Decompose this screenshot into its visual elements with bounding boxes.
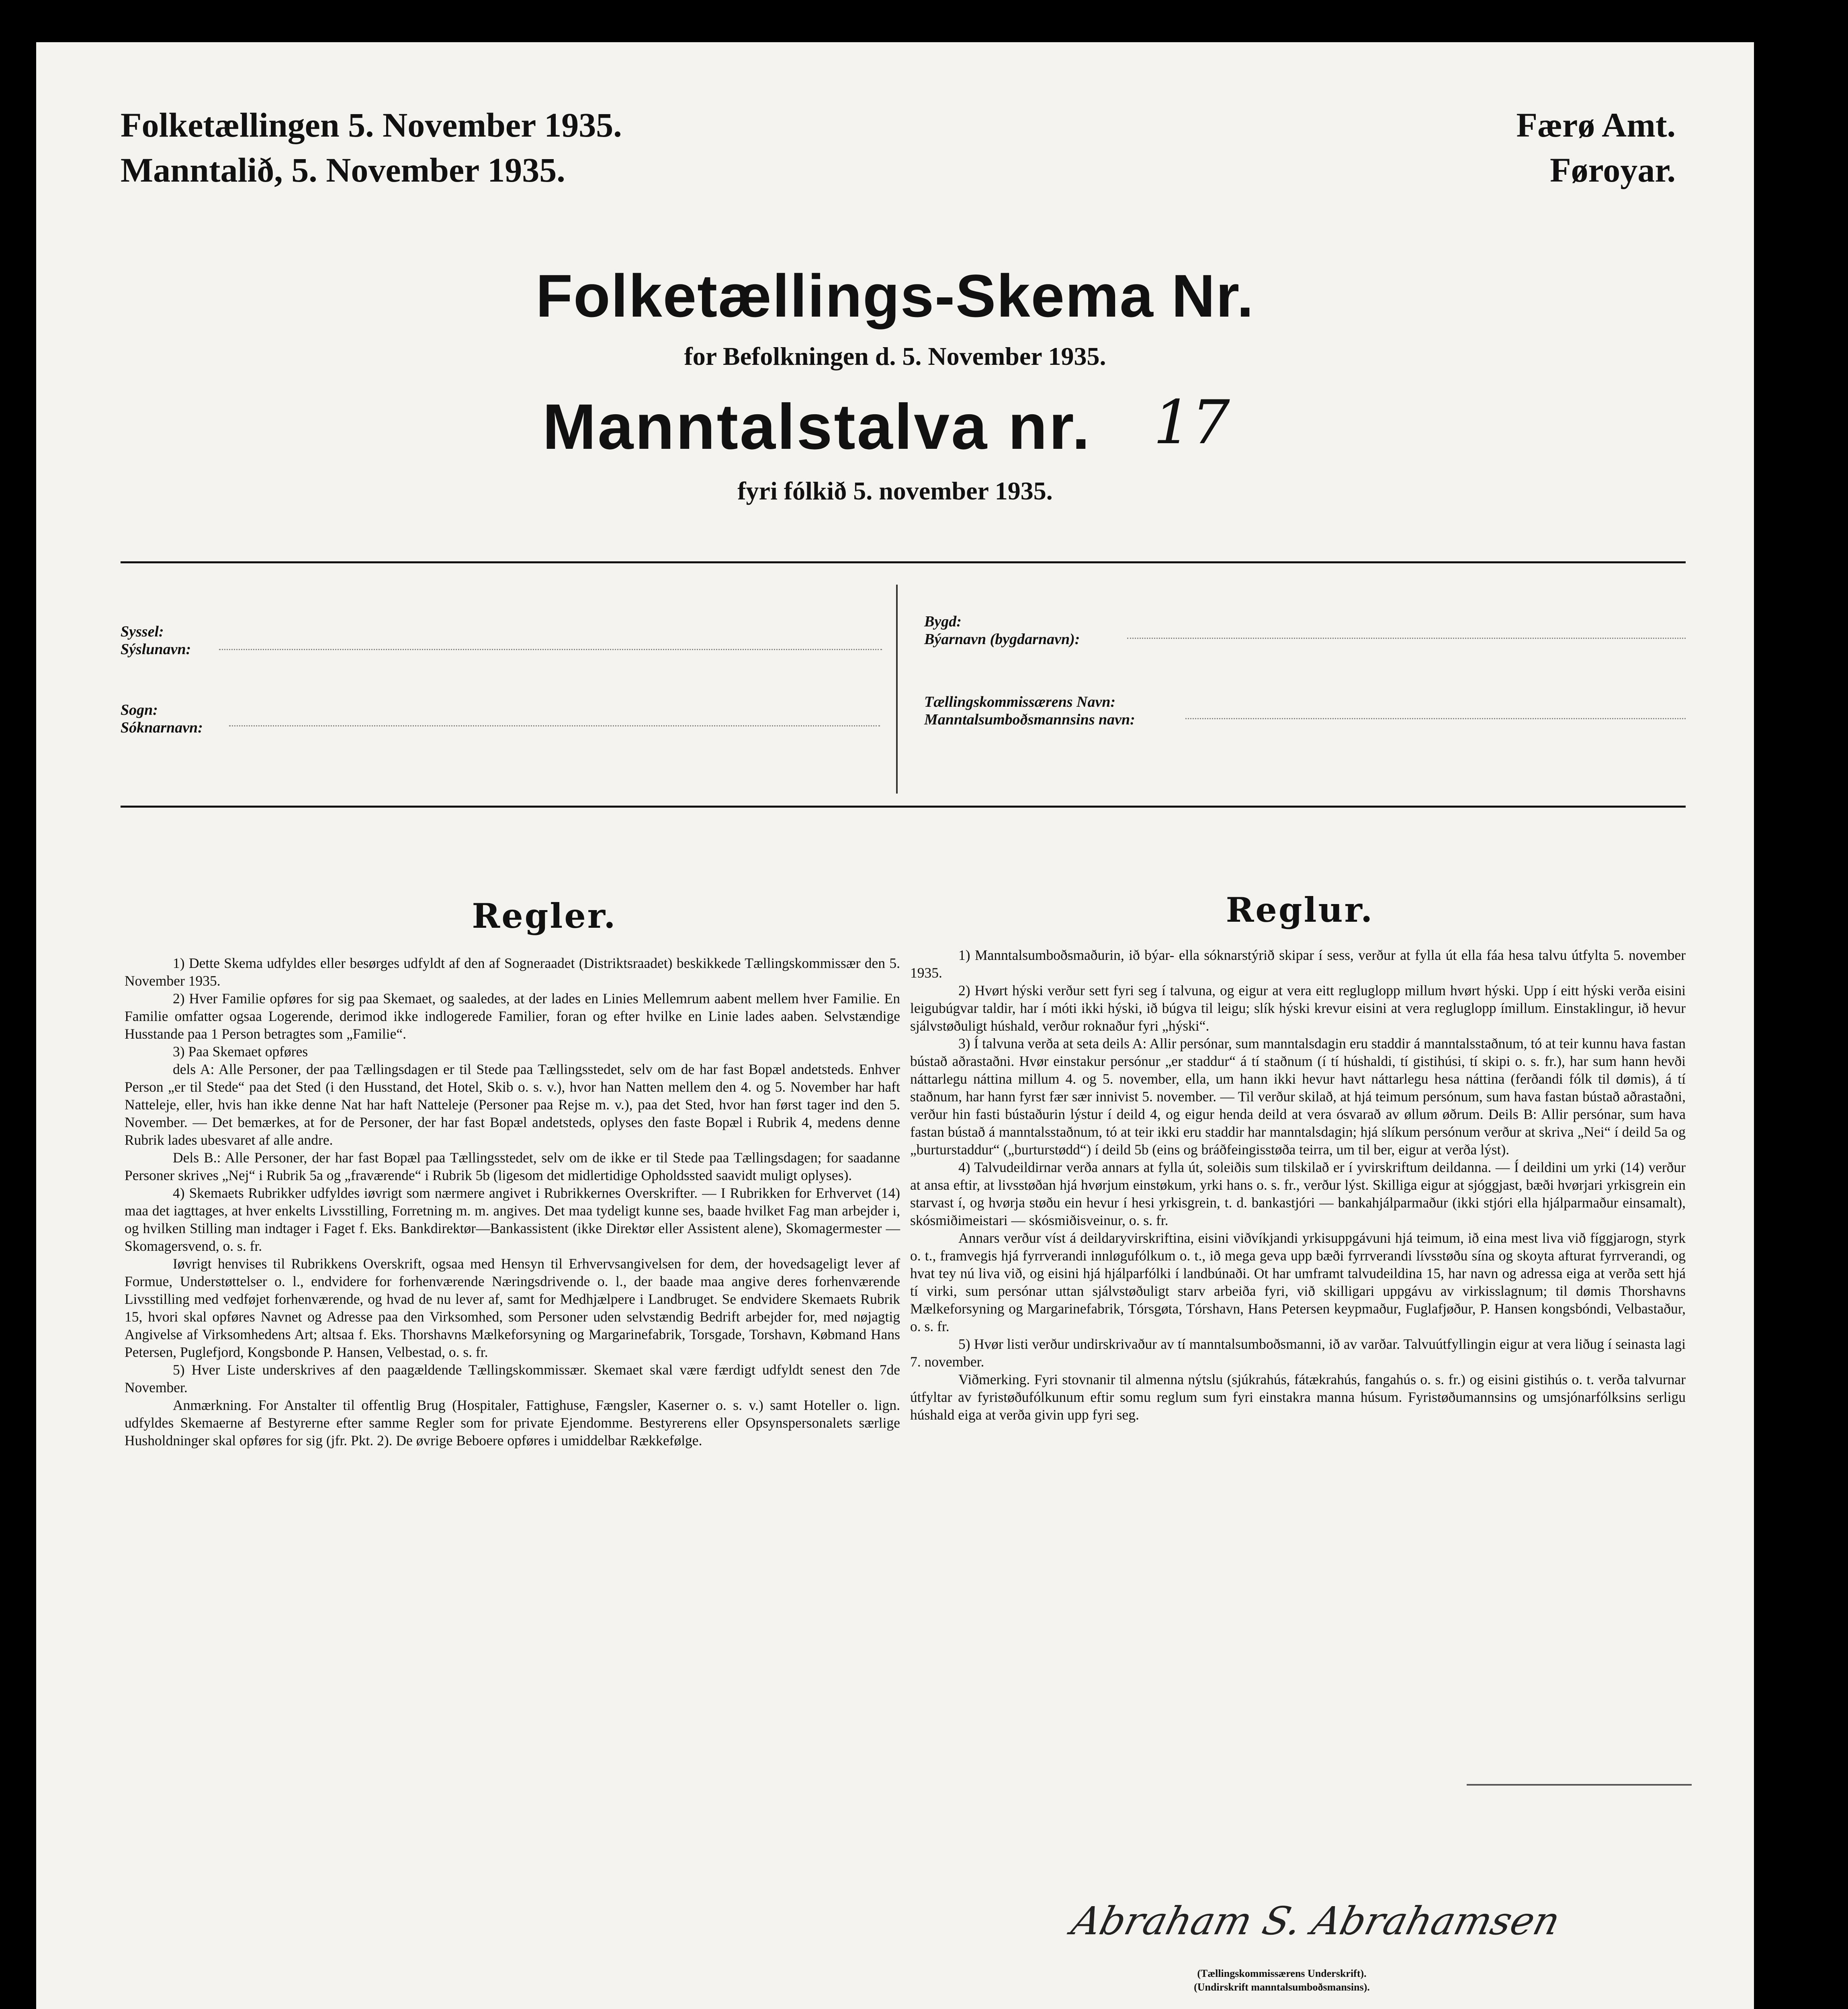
form-number: 17 <box>1153 388 1230 458</box>
header-right <box>1516 102 1676 192</box>
regler-paragraph: 3) Paa Skemaet opføres <box>173 1043 308 1060</box>
signature: Abraham S. Abrahamsen <box>1067 1899 1565 1944</box>
regler-paragraph: dels A: Alle Personer, der paa Tællingsdagen er til Stede paa Tællingsstedet, selv om de har fast Bopæl andetsteds. Enhver Person „er til Stede“ paa det Sted (i den Husstand, det Hotel, Skib o. s. v.), hvor han Natten mellem den 4. og 5. November har haft Natteleje, eller, hvis han ikke denne Nat har haft Natteleje (Personer paa Rejse m. v.), paa det Sted, hvor han først tager ind den 5. November. — Det bemærkes, at for de Personer, der har fast Bopæl andetsteds, oplyses den faste Bopæl i Rubrik 4, medens denne Rubrik lades ubesvaret af alle andre. <box>125 1061 900 1148</box>
kommissaer-label: Tællingskommissærens Navn: Manntalsumboðsmannsins navn: <box>924 694 1135 728</box>
kommissaer-field[interactable] <box>1185 718 1686 719</box>
reglur-title: Reglur. <box>1226 890 1374 930</box>
signature-caption: (Tællingskommissærens Underskrift). (Undirskrift manntalsumboðsmansins). <box>1194 1968 1370 1993</box>
form-title-fo: Manntalstalva nr. <box>542 391 1092 462</box>
header-title-da: Folketællingen 5. November 1935. <box>121 106 622 144</box>
reglur-column <box>910 946 1686 1424</box>
form-subtitle: for Befolkningen d. 5. November 1935. <box>684 342 1106 370</box>
header-amt: Færø Amt. <box>1516 106 1676 144</box>
regler-paragraph: Anmærkning. For Anstalter til offentlig Brug (Hospitaler, Fattighuse, Fængsler, Kaserner o. s. v.) samt Hoteller o. lign. udfyldes Skemaerne af Bestyrerne efter samme Regler som for private Ejendomme. Bestyrerens eller Opsynspersonalets særlige Husholdninger skal opføres for sig (jfr. Pkt. 2). De øvrige Beboere opføres i umiddelbar Rækkefølge. <box>125 1397 900 1448</box>
regler-paragraph: Dels B.: Alle Personer, der har fast Bopæl paa Tællingsstedet, selv om de ikke er til Stede paa Tællingsdagen; for saadanne Personer skrives „Nej“ i Rubrik 5a og „fraværende“ i Rubrik 5b (ligesom det midlertidige Opholdssted saavidt muligt oplyses). <box>125 1150 900 1183</box>
form-subtitle-fo: fyri fólkið 5. november 1935. <box>737 477 1053 505</box>
regler-title: Regler. <box>472 896 617 936</box>
header-title-fo: Manntalið, 5. November 1935. <box>121 151 565 189</box>
reglur-paragraph: 1) Manntalsumboðsmaðurin, ið býar- ella sóknarstýrið skipar í sess, verður at fylla út ella fáa hesa talvu útfylta 5. november 1935. <box>910 947 1686 981</box>
header-foroyar: Føroyar. <box>1550 151 1676 189</box>
census-form <box>36 42 1754 2009</box>
signature-rule <box>1467 1784 1692 1786</box>
sysselnavn-label: Syssel: Sýslunavn: <box>121 623 191 658</box>
regler-paragraph: 5) Hver Liste underskrives af den paagældende Tællingskommissær. Skemaet skal være færdigt udfyldt senest den 7de November. <box>125 1362 900 1395</box>
reglur-paragraph: 4) Talvudeildirnar verða annars at fylla út, soleiðis sum tilskilað er í yvirskriftum deildanna. — Í deildini um yrki (14) verður at ansa eftir, at livsstøðan hjá hvørjum einstøkum, yrki hans o. s. fr., verður lýst. Skilliga eigur at sjóggjast, bæði hvørjari yrkisgrein ein starvast í, og hvørja støðu ein hevur í hesi yrkisgrein, t. d. bankastjóri — bankahjálparmaður (ikki stjóri ella hjálparmaður einsamalt), skósmiðimeistari — skósmiðisveinur, o. s. fr. <box>910 1159 1686 1228</box>
mid-divider <box>121 806 1686 808</box>
regler-paragraph: 2) Hver Familie opføres for sig paa Skemaet, og saaledes, at der lades en Linies Mellemrum aabent mellem hver Familie. En Familie omfatter ogsaa Logerende, derimod ikke indlogerede Familier, foran og efter hvilke en Linie lades aaben. Selvstændige Husstande paa 1 Person betragtes som „Familie“. <box>125 990 900 1042</box>
regler-paragraph: 1) Dette Skema udfyldes eller besørges udfyldt af den af Sogneraadet (Distriktsraadet) beskikkede Tællingskommissær den 5. November 1935. <box>125 955 900 989</box>
field-separator <box>896 585 898 794</box>
form-title: Folketællings-Skema Nr. <box>536 262 1255 329</box>
header-left <box>121 102 622 192</box>
reglur-paragraph: 3) Í talvuna verða at seta deils A: Allir persónar, sum manntalsdagin eru staddir á manntalsstaðnum, tó at teir kunnu hava fastan bústað aðrastaðni. Hvør einstakur persónur „er staddur“ á tí staðnum (í tí húshaldi, tí gistihúsi, tí skipi o. s. fr.), har sum hann hevði náttarlegu náttina millum 4. og 5. november, ella, um hann ikki hevur havt náttarlegu hesa náttina (ferðandi fólk til dømis), á tí staðnum, har hann fyrst fær sær innivist 5. november. — Til verður skilað, at hjá teimum persónum, sum hava fastan bústað aðrastaðni, verður hin fasti bústaðurin lýstur í deild 4, og eigur henda deild at vera ósvarað av øllum øðrum. Deils B: Allir persónar, sum hava fastan bústað á manntalsstaðnum, tó at teir ikki eru staddir har manntalsdagin; hjá slíkum persónum verður at skriva „Nei“ í deild 5a og „burturstaddur“ („burturstødd“) í deild 5b (eins og bráðfeingisstøða teirra, um til ber, eigur at verða lýst). <box>910 1035 1686 1158</box>
bygd-field[interactable] <box>1127 638 1686 639</box>
sognenavn-label: Sogn: Sóknarnavn: <box>121 702 203 736</box>
top-divider <box>121 561 1686 563</box>
bygd-label: Bygd: Býarnavn (bygdarnavn): <box>924 613 1080 648</box>
reglur-paragraph: Annars verður víst á deildaryvirskriftina, eisini viðvíkjandi yrkisuppgávuni hjá teimum, ið eina mest liva við fíggjarogn, styrk o. t., framvegis hjá fyrrverandi innløgufólkum o. t., ið mega geva upp bæði fyrrverandi lívsstøðu sína og skoyta afturat fyrrverandi, og hvat tey nú liva við, og eisini hjá hjálparfólki í landbúnaði. Ot har umframt talvudeildina 15, har navn og adressa eiga at verða sett hjá tí virki, sum persónar uttan sjálvstøðuligt starv arbeiða fyri, við skilligari uppgávu av virkisslagnum; til dømis Thorshavns Mælkeforsyning og Margarinefabrik, Tórsgøta, Tórshavn, Hans Petersen keypmaður, Fuglafjøður, P. Hansen kongsbóndi, Velbastaður, o. s. fr. <box>910 1230 1686 1334</box>
regler-paragraph: 4) Skemaets Rubrikker udfyldes iøvrigt som nærmere angivet i Rubrikkernes Overskrifter. — I Rubrikken for Erhvervet (14) maa det iagttages, at hver enkelts Livsstilling, Forretning m. m. angives. Det maa tydeligt kunne ses, baade hvilket Fag man arbejder i, og hvilken Stilling man indtager i Faget f. Eks. Bankdirektør—Bankassistent (ikke Direktør eller Assistent alene), Skomagermester — Skomagersvend, o. s. fr. <box>125 1185 900 1254</box>
reglur-paragraph: Viðmerking. Fyri stovnanir til almenna nýtslu (sjúkrahús, fátækrahús, fangahús o. s. fr.) og eisini gistihús o. t. verða talvurnar útfyltar av fyristøðufólkunum eftir somu reglum sum fyri einstakra manna húsum. Fyristøðumannsins og umsjónarfólksins serligu húshald eiga at verða givin upp fyri seg. <box>910 1371 1686 1423</box>
reglur-paragraph: 2) Hvørt hýski verður sett fyri seg í talvuna, og eigur at vera eitt regluglopp millum hvørt hýski. Upp í eitt hýski verða eisini leigubúgvar taldir, har í móti ikki hýski, ið búgva til leigu; slík hýski krevur eisini at vera regluglopp ímillum. Einstaklingur, ið hevur sjálvstøðuligt húshald, verður roknaður fyri „hýski“. <box>910 982 1686 1034</box>
regler-column <box>125 954 900 1449</box>
regler-paragraph: Iøvrigt henvises til Rubrikkens Overskrift, ogsaa med Hensyn til Erhvervsangivelsen for dem, der hovedsageligt lever af Formue, Understøttelser o. l., endvidere for forhenværende Næringsdrivende o. l., der baade maa angive deres forhenværende Livsstilling med vedføjet forhenværende, og hvad de nu lever af, samt for Medhjælpere i Landbruget. Se endvidere Skemaets Rubrik 15, hvori skal opføres Navnet og Adresse paa den Virksomhed, som Personer uden selvstændig Bedrift arbejder for, med nøjagtig Angivelse af Virksomhedens Art; altsaa f. Eks. Thorshavns Mælkeforsyning og Margarinefabrik, Torsgade, Torshavn, Købmand Hans Petersen, Puglefjord, Kongsbonde P. Hansen, Velbestad, o. s. fr. <box>125 1256 900 1360</box>
sysselnavn-field[interactable] <box>219 649 882 650</box>
sognenavn-field[interactable] <box>229 725 880 726</box>
reglur-paragraph: 5) Hvør listi verður undirskrivaður av tí manntalsumboðsmanni, ið av varðar. Talvuútfyllingin eigur at vera liðug í seinasta lagi 7. november. <box>910 1336 1686 1370</box>
